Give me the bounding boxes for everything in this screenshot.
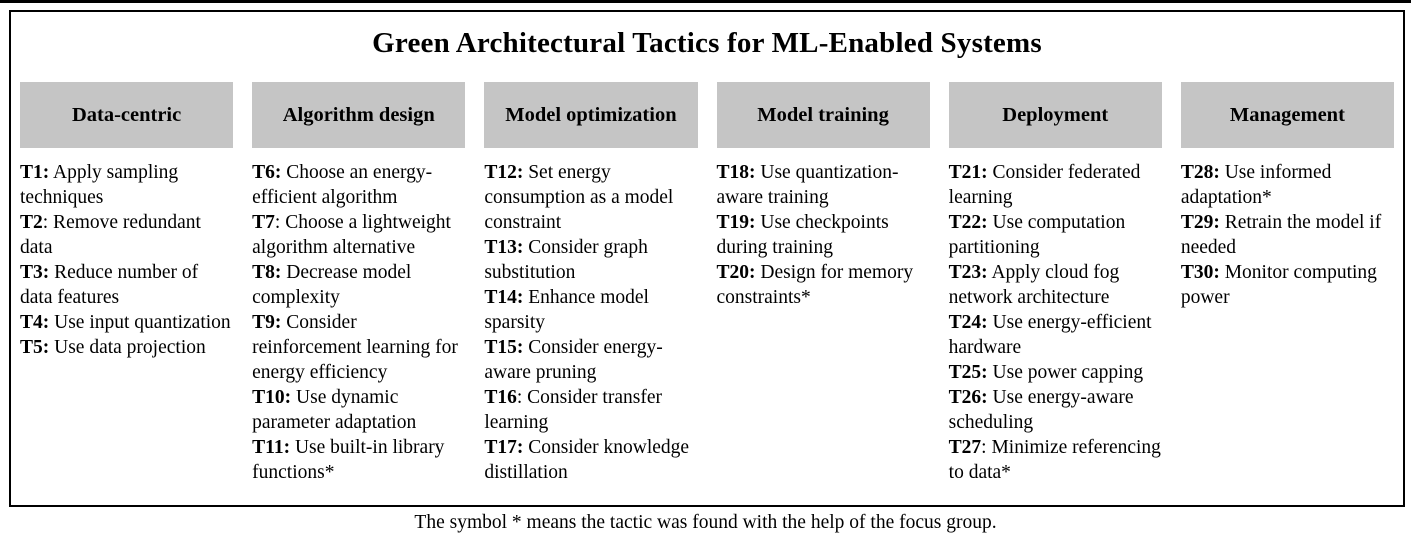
tactic-id: T4: [20, 312, 50, 333]
tactic-id: T16 [484, 387, 517, 408]
tactic-text: Enhance model sparsity [484, 287, 649, 333]
tactic-list [1181, 160, 1394, 310]
tactic-text: : Consider transfer learning [484, 387, 662, 433]
tactic-text: Set energy consumption as a model constraint [484, 162, 674, 233]
tactic-id: T9: [252, 312, 282, 333]
tactic-item [20, 260, 233, 310]
tactic-text: Apply cloud fog network architecture [948, 262, 1120, 308]
tactic-id: T10: [252, 387, 292, 408]
tactic-id: T30: [1180, 262, 1220, 283]
tactic-list [484, 160, 697, 485]
tactic-text: : Remove redundant data [20, 212, 201, 258]
tactics-grid [11, 82, 1403, 485]
tactic-item [484, 385, 697, 435]
tactic-text: Consider reinforcement learning for energy efficiency [252, 312, 458, 383]
tactic-text: Use quantization-aware training [716, 162, 899, 208]
tactic-text: Consider energy-aware pruning [484, 337, 663, 383]
tactic-text: Use informed adaptation* [1180, 162, 1332, 208]
tactic-item [949, 160, 1162, 210]
tactic-item [949, 385, 1162, 435]
tactic-id: T2 [20, 212, 43, 233]
footnote-text: The symbol * means the tactic was found with the help of the focus group. [414, 512, 997, 533]
category-header: Model optimization [484, 82, 697, 148]
tactic-text: Use dynamic parameter adaptation [252, 387, 417, 433]
tactic-id: T3: [20, 262, 50, 283]
tactic-id: T17: [484, 437, 524, 458]
tactic-id: T15: [484, 337, 524, 358]
tactic-text: Use input quantization [49, 312, 231, 333]
tactic-id: T27 [948, 437, 982, 458]
tactic-text: Monitor computing power [1180, 262, 1377, 308]
tactic-item [949, 210, 1162, 260]
tactic-item [252, 435, 465, 485]
tactic-item [949, 310, 1162, 360]
tactic-item [484, 160, 697, 235]
tactic-id: T23: [948, 262, 988, 283]
tactic-text: Apply sampling techniques [20, 162, 179, 208]
tactic-text: Decrease model complexity [252, 262, 412, 308]
tactic-item [484, 235, 697, 285]
tactic-text: : Minimize referencing to data* [948, 437, 1161, 483]
tactic-item [949, 360, 1162, 385]
tactic-id: T13: [484, 237, 524, 258]
tactic-id: T28: [1180, 162, 1220, 183]
tactic-item [20, 210, 233, 260]
tactic-item [484, 335, 697, 385]
tactic-list [20, 160, 233, 360]
tactic-id: T25: [948, 362, 988, 383]
tactic-item [717, 210, 930, 260]
tactic-text: Use data projection [49, 337, 206, 358]
tactic-text: Use power capping [987, 362, 1144, 383]
category-header: Deployment [949, 82, 1162, 148]
tactic-id: T29: [1180, 212, 1220, 233]
tactic-id: T11: [252, 437, 291, 458]
tactic-item [1181, 160, 1394, 210]
tactic-item [252, 160, 465, 210]
tactic-item [484, 435, 697, 485]
tactic-id: T20: [716, 262, 756, 283]
tactic-item [252, 310, 465, 385]
tactic-item [949, 260, 1162, 310]
tactic-item [252, 385, 465, 435]
tactic-item [20, 160, 233, 210]
top-edge-line [0, 0, 1411, 3]
category-header: Data-centric [20, 82, 233, 148]
tactic-list [252, 160, 465, 485]
tactic-item [1181, 210, 1394, 260]
figure-title: Green Architectural Tactics for ML-Enabled Systems [372, 27, 1042, 59]
tactic-item [717, 260, 930, 310]
tactic-text: Use energy-efficient hardware [948, 312, 1152, 358]
tactic-text: Use computation partitioning [948, 212, 1126, 258]
tactic-id: T12: [484, 162, 524, 183]
category-header: Management [1181, 82, 1394, 148]
tactic-item [717, 160, 930, 210]
tactic-text: Use energy-aware scheduling [948, 387, 1134, 433]
tactic-id: T19: [716, 212, 756, 233]
tactic-id: T8: [252, 262, 282, 283]
tactic-id: T18: [716, 162, 756, 183]
category-header: Model training [717, 82, 930, 148]
tactic-text: Consider knowledge distillation [484, 437, 690, 483]
tactics-figure-frame [9, 10, 1405, 507]
tactic-id: T1: [20, 162, 50, 183]
tactic-id: T26: [948, 387, 988, 408]
tactic-category-column-2 [252, 82, 465, 485]
tactic-text: : Choose a lightweight algorithm alternative [252, 212, 451, 258]
tactic-text: Consider graph substitution [484, 237, 648, 283]
tactic-id: T14: [484, 287, 524, 308]
tactic-text: Use checkpoints during training [716, 212, 889, 258]
tactic-list [949, 160, 1162, 485]
category-header: Algorithm design [252, 82, 465, 148]
tactic-item [20, 335, 233, 360]
tactic-item [1181, 260, 1394, 310]
tactic-category-column-3 [484, 82, 697, 485]
tactic-text: Use built-in library functions* [252, 437, 445, 483]
tactic-text: Reduce number of data features [20, 262, 199, 308]
tactic-item [484, 285, 697, 335]
tactic-category-column-5 [949, 82, 1162, 485]
tactic-item [20, 310, 233, 335]
tactic-id: T7 [252, 212, 275, 233]
tactic-text: Choose an energy-efficient algorithm [252, 162, 433, 208]
tactic-id: T21: [948, 162, 988, 183]
tactic-item [252, 210, 465, 260]
tactic-item [949, 435, 1162, 485]
tactic-id: T24: [948, 312, 988, 333]
tactic-item [252, 260, 465, 310]
tactic-text: Consider federated learning [948, 162, 1141, 208]
tactic-category-column-1 [20, 82, 233, 485]
tactic-list [717, 160, 930, 310]
tactic-category-column-4 [717, 82, 930, 485]
tactic-id: T5: [20, 337, 50, 358]
tactic-id: T22: [948, 212, 988, 233]
tactic-id: T6: [252, 162, 282, 183]
tactic-text: Retrain the model if needed [1180, 212, 1382, 258]
tactic-text: Design for memory constraints* [716, 262, 914, 308]
tactic-category-column-6 [1181, 82, 1394, 485]
